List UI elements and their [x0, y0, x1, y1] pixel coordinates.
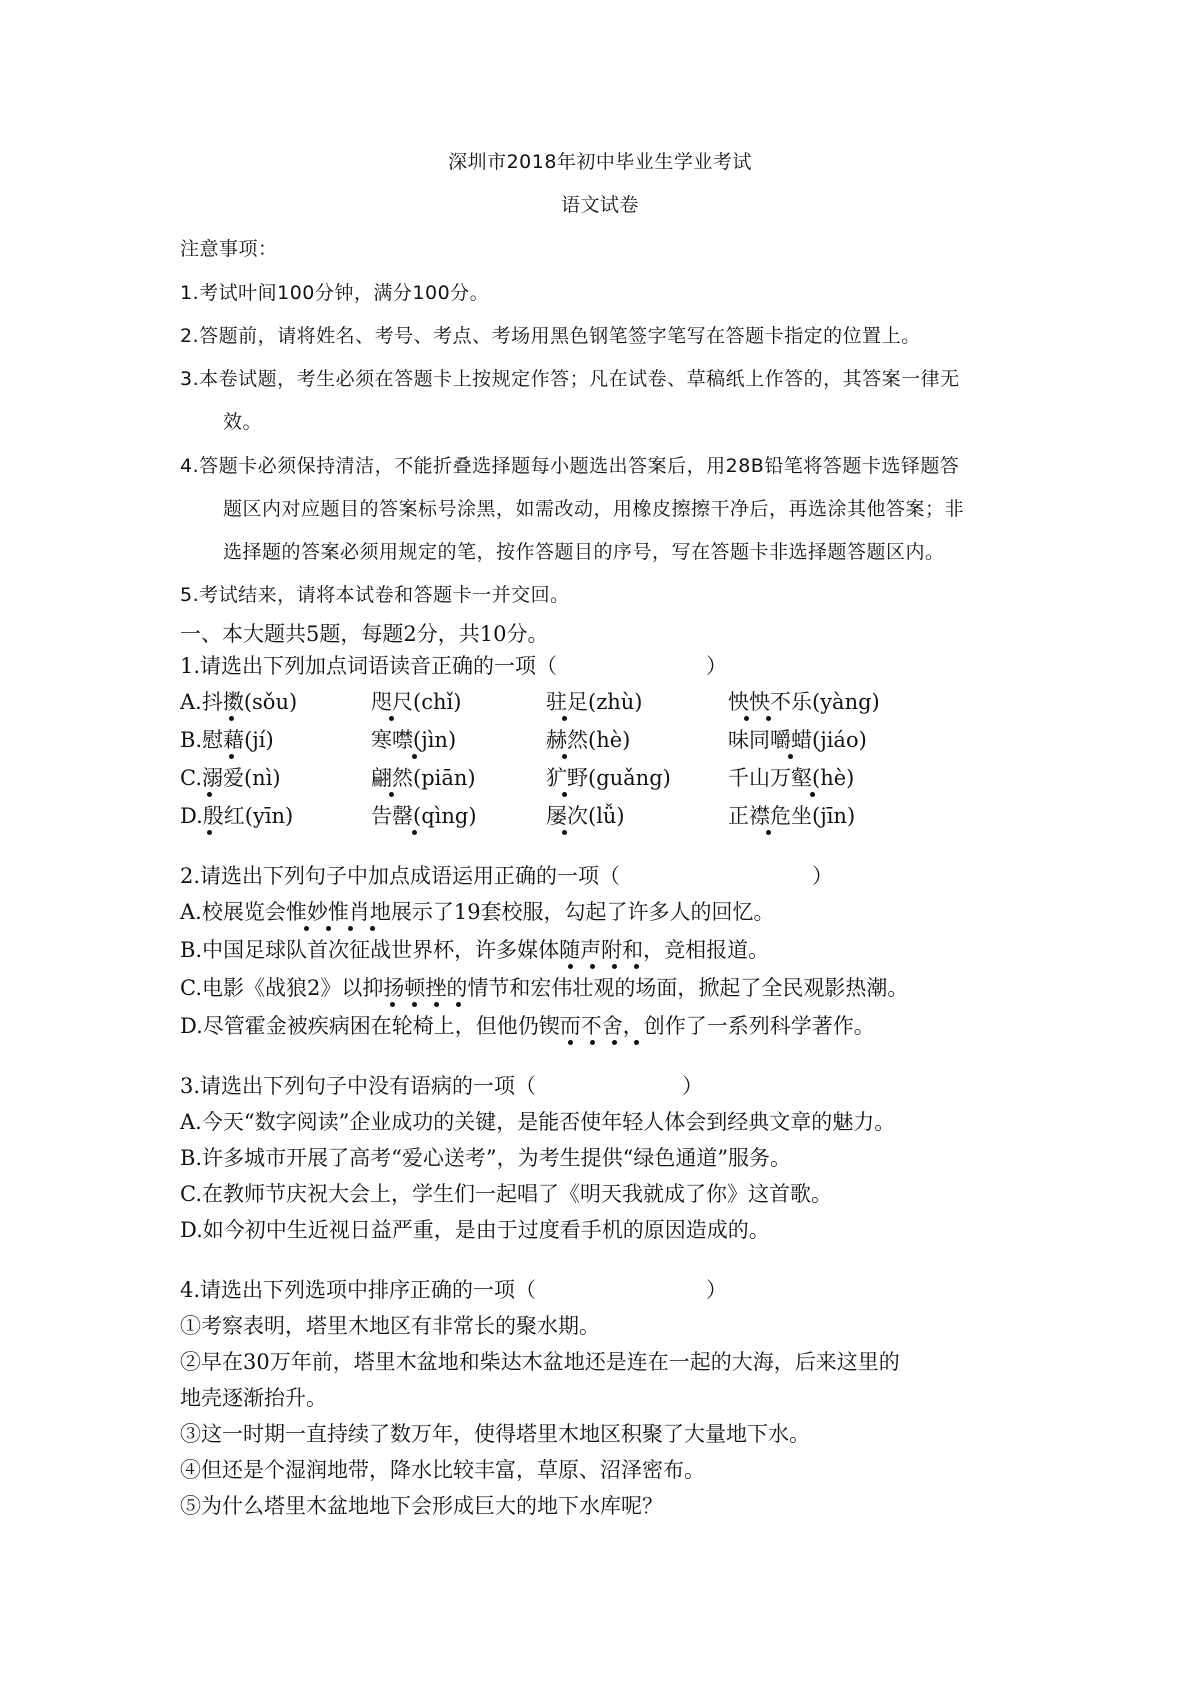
q3-option-a: A.今天“数字阅读”企业成功的关键，是能否使年轻人体会到经典文章的魅力。 — [180, 1110, 896, 1134]
emphasis-dot — [229, 716, 234, 721]
q1-option-c-word2: 翩然(piān) — [371, 766, 476, 790]
emphasis-dot — [562, 792, 567, 797]
q1-option-a-word3: 驻足(zhù) — [546, 690, 643, 714]
exam-title: 深圳市2018年初中毕业生学业考试 — [448, 151, 752, 173]
question-1-paren-close: ） — [706, 654, 727, 678]
emphasis-dot — [568, 1040, 573, 1045]
question-4-stem: 4.请选出下列选项中排序正确的一项（ — [180, 1278, 537, 1302]
paper-subtitle: 语文试卷 — [560, 194, 639, 216]
q1-option-b-word4: 味同嚼蜡(jiáo) — [728, 728, 867, 752]
emphasis-dot — [568, 964, 573, 969]
q4-sentence-1: ①考察表明，塔里木地区有非常长的聚水期。 — [180, 1314, 600, 1338]
q1-option-c-word4: 千山万壑(hè) — [728, 766, 855, 790]
q2-option-c: C.电影《战狼2》以抑扬顿挫的情节和宏伟壮观的场面，掀起了全民观影热潮。 — [180, 976, 909, 1000]
notice-item-4: 4.答题卡必须保持清洁，不能折叠选择题每小题选出答案后，用28B铅笔将答题卡选铎题答 — [180, 455, 960, 477]
emphasis-dot — [326, 926, 331, 931]
question-2-paren-close: ） — [812, 864, 833, 888]
emphasis-dot — [590, 964, 595, 969]
q1-option-b-word1: B.慰藉(jí) — [180, 728, 274, 752]
emphasis-dot — [590, 1040, 595, 1045]
section-heading: 一、本大题共5题，每题2分，共10分。 — [180, 622, 549, 646]
question-3-paren-close: ） — [682, 1074, 703, 1098]
notice-item-4-cont1: 题区内对应题目的答案标号涂黑，如需改动，用橡皮擦擦干净后，再选涂其他答案；非 — [223, 498, 965, 520]
emphasis-dot — [207, 792, 212, 797]
q2-option-b: B.中国足球队首次征战世界杯，许多媒体随声附和，竞相报道。 — [180, 938, 770, 962]
q4-sentence-3: ③这一时期一直持续了数万年，使得塔里木地区积聚了大量地下水。 — [180, 1422, 810, 1446]
q3-option-b: B.许多城市开展了高考“爱心送考”，为考生提供“绿色通道”服务。 — [180, 1146, 792, 1170]
q2-option-a: A.校展览会惟妙惟肖地展示了19套校服，勾起了许多人的回忆。 — [180, 900, 775, 924]
q3-option-d: D.如今初中生近视日益严重，是由于过度看手机的原因造成的。 — [180, 1218, 770, 1242]
emphasis-dot — [412, 830, 417, 835]
emphasis-dot — [389, 792, 394, 797]
emphasis-dot — [434, 1002, 439, 1007]
question-1-stem: 1.请选出下列加点词语读音正确的一项（ — [180, 654, 558, 678]
q1-option-d-word3: 屡次(lǚ) — [546, 804, 625, 828]
q1-option-b-word2: 寒噤(jìn) — [371, 728, 457, 752]
notice-item-4-cont2: 选择题的答案必须用规定的笔，按作答题目的序号，写在答题卡非选择题答题区内。 — [223, 541, 945, 563]
q4-sentence-2-cont: 地壳逐渐抬升。 — [180, 1386, 327, 1410]
emphasis-dot — [612, 1040, 617, 1045]
emphasis-dot — [370, 926, 375, 931]
notice-heading: 注意事项： — [180, 238, 278, 260]
q1-option-d-word1: D.殷红(yīn) — [180, 804, 294, 828]
emphasis-dot — [810, 792, 815, 797]
q1-option-a-word2: 咫尺(chǐ) — [371, 690, 462, 714]
q3-option-c: C.在教师节庆祝大会上，学生们一起唱了《明天我就成了你》这首歌。 — [180, 1182, 832, 1206]
q1-option-d-word4: 正襟危坐(jīn) — [728, 804, 856, 828]
emphasis-dot — [766, 716, 771, 721]
q1-option-a-word1: A.抖擞(sǒu) — [180, 690, 298, 714]
question-3-stem: 3.请选出下列句子中没有语病的一项（ — [180, 1074, 537, 1098]
emphasis-dot — [412, 754, 417, 759]
emphasis-dot — [390, 1002, 395, 1007]
q1-option-a-word4: 怏怏不乐(yàng) — [728, 690, 880, 714]
notice-item-2: 2.答题前，请将姓名、考号、考点、考场用黑色钢笔签字笔写在答题卡指定的位置上。 — [180, 325, 921, 347]
q1-option-c-word3: 犷野(guǎng) — [546, 766, 671, 790]
emphasis-dot — [412, 1002, 417, 1007]
emphasis-dot — [304, 926, 309, 931]
emphasis-dot — [348, 926, 353, 931]
notice-item-3: 3.本卷试题，考生必须在答题卡上按规定作答；凡在试卷、草稿纸上作答的，其答案一律无 — [180, 368, 960, 390]
emphasis-dot — [634, 964, 639, 969]
emphasis-dot — [744, 716, 749, 721]
emphasis-dot — [562, 716, 567, 721]
notice-item-1: 1.考试叶间100分钟，满分100分。 — [180, 282, 490, 304]
question-4-paren-close: ） — [706, 1278, 727, 1302]
question-2-stem: 2.请选出下列句子中加点成语运用正确的一项（ — [180, 864, 621, 888]
notice-item-5: 5.考试结来，请将本试卷和答题卡一并交回。 — [180, 584, 570, 606]
q4-sentence-4: ④但还是个湿润地带，降水比较丰富，草原、沼泽密布。 — [180, 1458, 705, 1482]
q1-option-b-word3: 赫然(hè) — [546, 728, 631, 752]
q4-sentence-5: ⑤为什么塔里木盆地地下会形成巨大的地下水库呢？ — [180, 1494, 663, 1518]
emphasis-dot — [229, 754, 234, 759]
emphasis-dot — [562, 830, 567, 835]
emphasis-dot — [389, 716, 394, 721]
q2-option-d: D.尽管霍金被疾病困在轮椅上，但他仍锲而不舍，创作了一系列科学著作。 — [180, 1014, 875, 1038]
emphasis-dot — [207, 830, 212, 835]
q1-option-c-word1: C.溺爱(nì) — [180, 766, 281, 790]
q4-sentence-2: ②早在30万年前，塔里木盆地和柴达木盆地还是连在一起的大海，后来这里的 — [180, 1350, 900, 1374]
emphasis-dot — [634, 1040, 639, 1045]
emphasis-dot — [788, 754, 793, 759]
notice-item-3-cont: 效。 — [223, 411, 263, 433]
emphasis-dot — [562, 754, 567, 759]
emphasis-dot — [612, 964, 617, 969]
emphasis-dot — [766, 830, 771, 835]
q1-option-d-word2: 告罄(qìng) — [371, 804, 477, 828]
emphasis-dot — [456, 1002, 461, 1007]
